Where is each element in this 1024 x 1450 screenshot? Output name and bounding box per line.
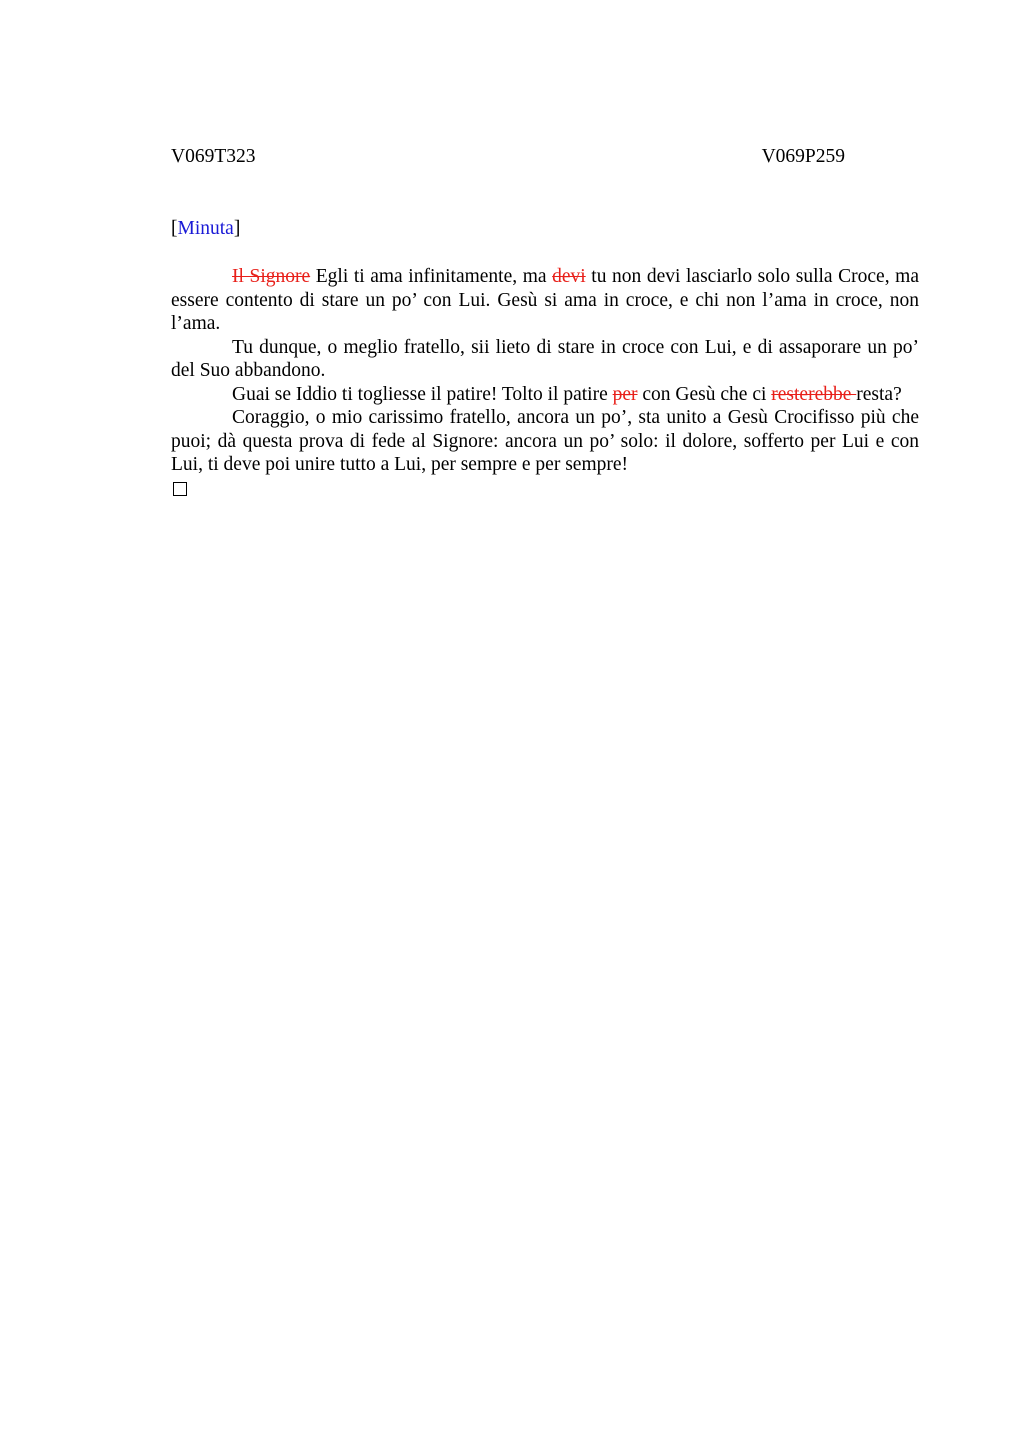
- section-label: [171, 218, 240, 240]
- deleted-text: devi: [552, 266, 586, 287]
- document-code-right: V069P259: [761, 146, 845, 167]
- close-bracket: ]: [233, 218, 241, 239]
- paragraph-3: [171, 383, 919, 407]
- deleted-text: Il Signore: [232, 266, 311, 287]
- paragraph-text: con Gesù che ci: [637, 383, 772, 405]
- paragraph-text: Guai se Iddio ti togliesse il patire! Tolto il patire: [232, 383, 613, 405]
- letter-body: [171, 265, 919, 496]
- end-square-icon: [173, 482, 187, 496]
- section-label-text: Minuta: [177, 218, 234, 239]
- paragraph-1: [171, 265, 919, 336]
- deleted-text: resterebbe: [771, 383, 857, 405]
- paragraph-text: Coraggio, o mio carissimo fratello, ancora un po’, sta unito a Gesù Crocifisso più che puoi; dà questa prova di fede al Signore: ancora un po’ solo: il dolore, sofferto per Lui e con Lui, ti deve poi unire tutto a Lui, per sempre e per sempre!: [171, 407, 919, 475]
- paragraph-text: Egli ti ama infinitamente, ma: [310, 266, 553, 287]
- paragraph-text: resta?: [856, 383, 902, 405]
- document-code-left: V069T323: [171, 146, 256, 167]
- deleted-text: per: [612, 383, 638, 405]
- paragraph-text: tu non devi lasciarlo solo sulla Croce, ma essere contento di stare un po’ con Lui. Gesù si ama in croce, e chi non l’ama in croce, non l’ama.: [171, 266, 919, 334]
- open-bracket: [: [171, 218, 178, 239]
- paragraph-4: [171, 406, 919, 477]
- page-header: [171, 146, 845, 172]
- paragraph-text: Tu dunque, o meglio fratello, sii lieto di stare in croce con Lui, e di assaporare un po’ del Suo abbandono.: [171, 336, 919, 381]
- paragraph-2: [171, 336, 919, 383]
